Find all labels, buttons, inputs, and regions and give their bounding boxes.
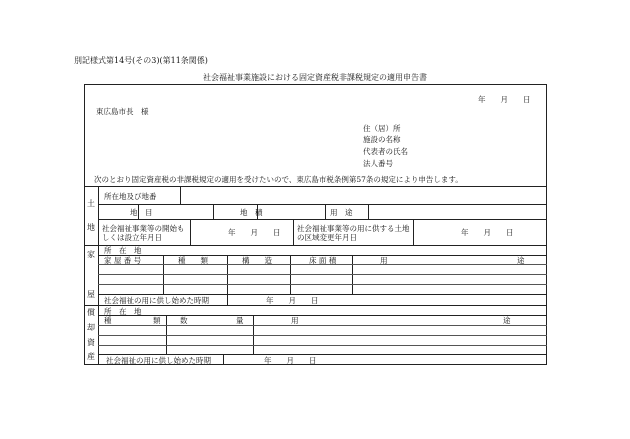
land-location-divider [180, 186, 181, 204]
form-label: 別記様式第14号(その3)(第11条関係) [74, 56, 208, 65]
page-title: 社会福祉事業施設における固定資産税非課税規定の適用申告書 [203, 73, 427, 82]
land-use-left [325, 204, 326, 219]
label-column-line [98, 186, 99, 365]
asset-col-use-2: 途 [503, 316, 511, 325]
divider-land-house [84, 245, 547, 246]
house-row-line-2 [98, 264, 547, 265]
asset-col-qty-2: 量 [236, 316, 244, 325]
house-col-type: 種 類 [178, 256, 208, 265]
house-col-use-1: 用 [380, 256, 388, 265]
corp-number-label: 法人番号 [363, 159, 393, 168]
asset-start-use-date: 年 月 日 [264, 356, 317, 365]
asset-col-qty-1: 数 [180, 316, 188, 325]
asset-row-line-5 [98, 354, 547, 355]
asset-col-type-1: 種 [104, 316, 112, 325]
house-start-use-label: 社会福祉の用に供し始めた時期 [104, 296, 209, 305]
asset-col-type-2: 類 [153, 316, 161, 325]
asset-location-label: 所 在 地 [104, 307, 142, 316]
land-start-date: 年 月 日 [228, 228, 281, 237]
land-use-label: 用 途 [330, 208, 353, 217]
asset-row-line-2 [98, 325, 547, 326]
facility-name-label: 施設の名称 [363, 135, 401, 144]
land-change-divider [413, 219, 414, 245]
land-area-label: 地 積 [240, 208, 263, 217]
asset-start-use-label: 社会福祉の用に供し始めた時期 [106, 356, 211, 365]
house-start-use-divider [227, 294, 228, 305]
land-change-label: 社会福祉事業等の用に供する土地の区域変更年月日 [297, 224, 410, 243]
addressee: 東広島市長 様 [96, 107, 149, 116]
house-label-top: 家 [87, 250, 95, 259]
asset-col-use-1: 用 [291, 316, 299, 325]
divider-top [84, 186, 547, 187]
asset-row-line-3 [98, 335, 547, 336]
land-change-left [293, 219, 294, 245]
land-label-bottom: 地 [87, 223, 95, 232]
land-start-label: 社会福祉事業等の開始もしくは設立年月日 [102, 224, 185, 243]
asset-label-3: 資 [87, 338, 95, 347]
house-start-use-date: 年 月 日 [266, 296, 319, 305]
land-area-left [213, 204, 214, 219]
date-line: 年 月 日 [478, 95, 531, 104]
land-chimoku-divider [138, 204, 139, 219]
land-area-divider [257, 204, 258, 219]
house-row-line-4 [98, 284, 547, 285]
land-use-divider [368, 204, 369, 219]
divider-house-asset [84, 305, 547, 306]
land-start-divider [190, 219, 191, 245]
land-row-line-1 [98, 204, 547, 205]
land-change-date: 年 月 日 [461, 228, 514, 237]
declaration: 次のとおり固定資産税の非課税規定の適用を受けたいので、東広島市税条例第57条の規定により申告します。 [94, 175, 463, 184]
house-row-line-5 [98, 294, 547, 295]
asset-row-line-4 [98, 345, 547, 346]
asset-label-4: 産 [87, 352, 95, 361]
house-col-floor: 床 面 積 [309, 256, 337, 265]
house-label-bottom: 屋 [87, 290, 95, 299]
house-location-label: 所 在 地 [104, 246, 142, 255]
asset-label-1: 償 [87, 308, 95, 317]
house-col-number: 家 屋 番 号 [104, 256, 142, 265]
land-location-label: 所在地及び地番 [104, 192, 157, 201]
land-chimoku-label: 地 目 [130, 208, 153, 217]
house-col-structure: 構 造 [242, 256, 272, 265]
asset-start-use-divider [223, 354, 224, 365]
representative-label: 代表者の氏名 [363, 147, 408, 156]
land-label-top: 土 [87, 199, 95, 208]
house-row-line-3 [98, 274, 547, 275]
asset-label-2: 却 [87, 323, 95, 332]
house-col-use-2: 途 [517, 256, 525, 265]
land-row-line-2 [98, 219, 547, 220]
address-label: 住（居）所 [363, 124, 401, 133]
